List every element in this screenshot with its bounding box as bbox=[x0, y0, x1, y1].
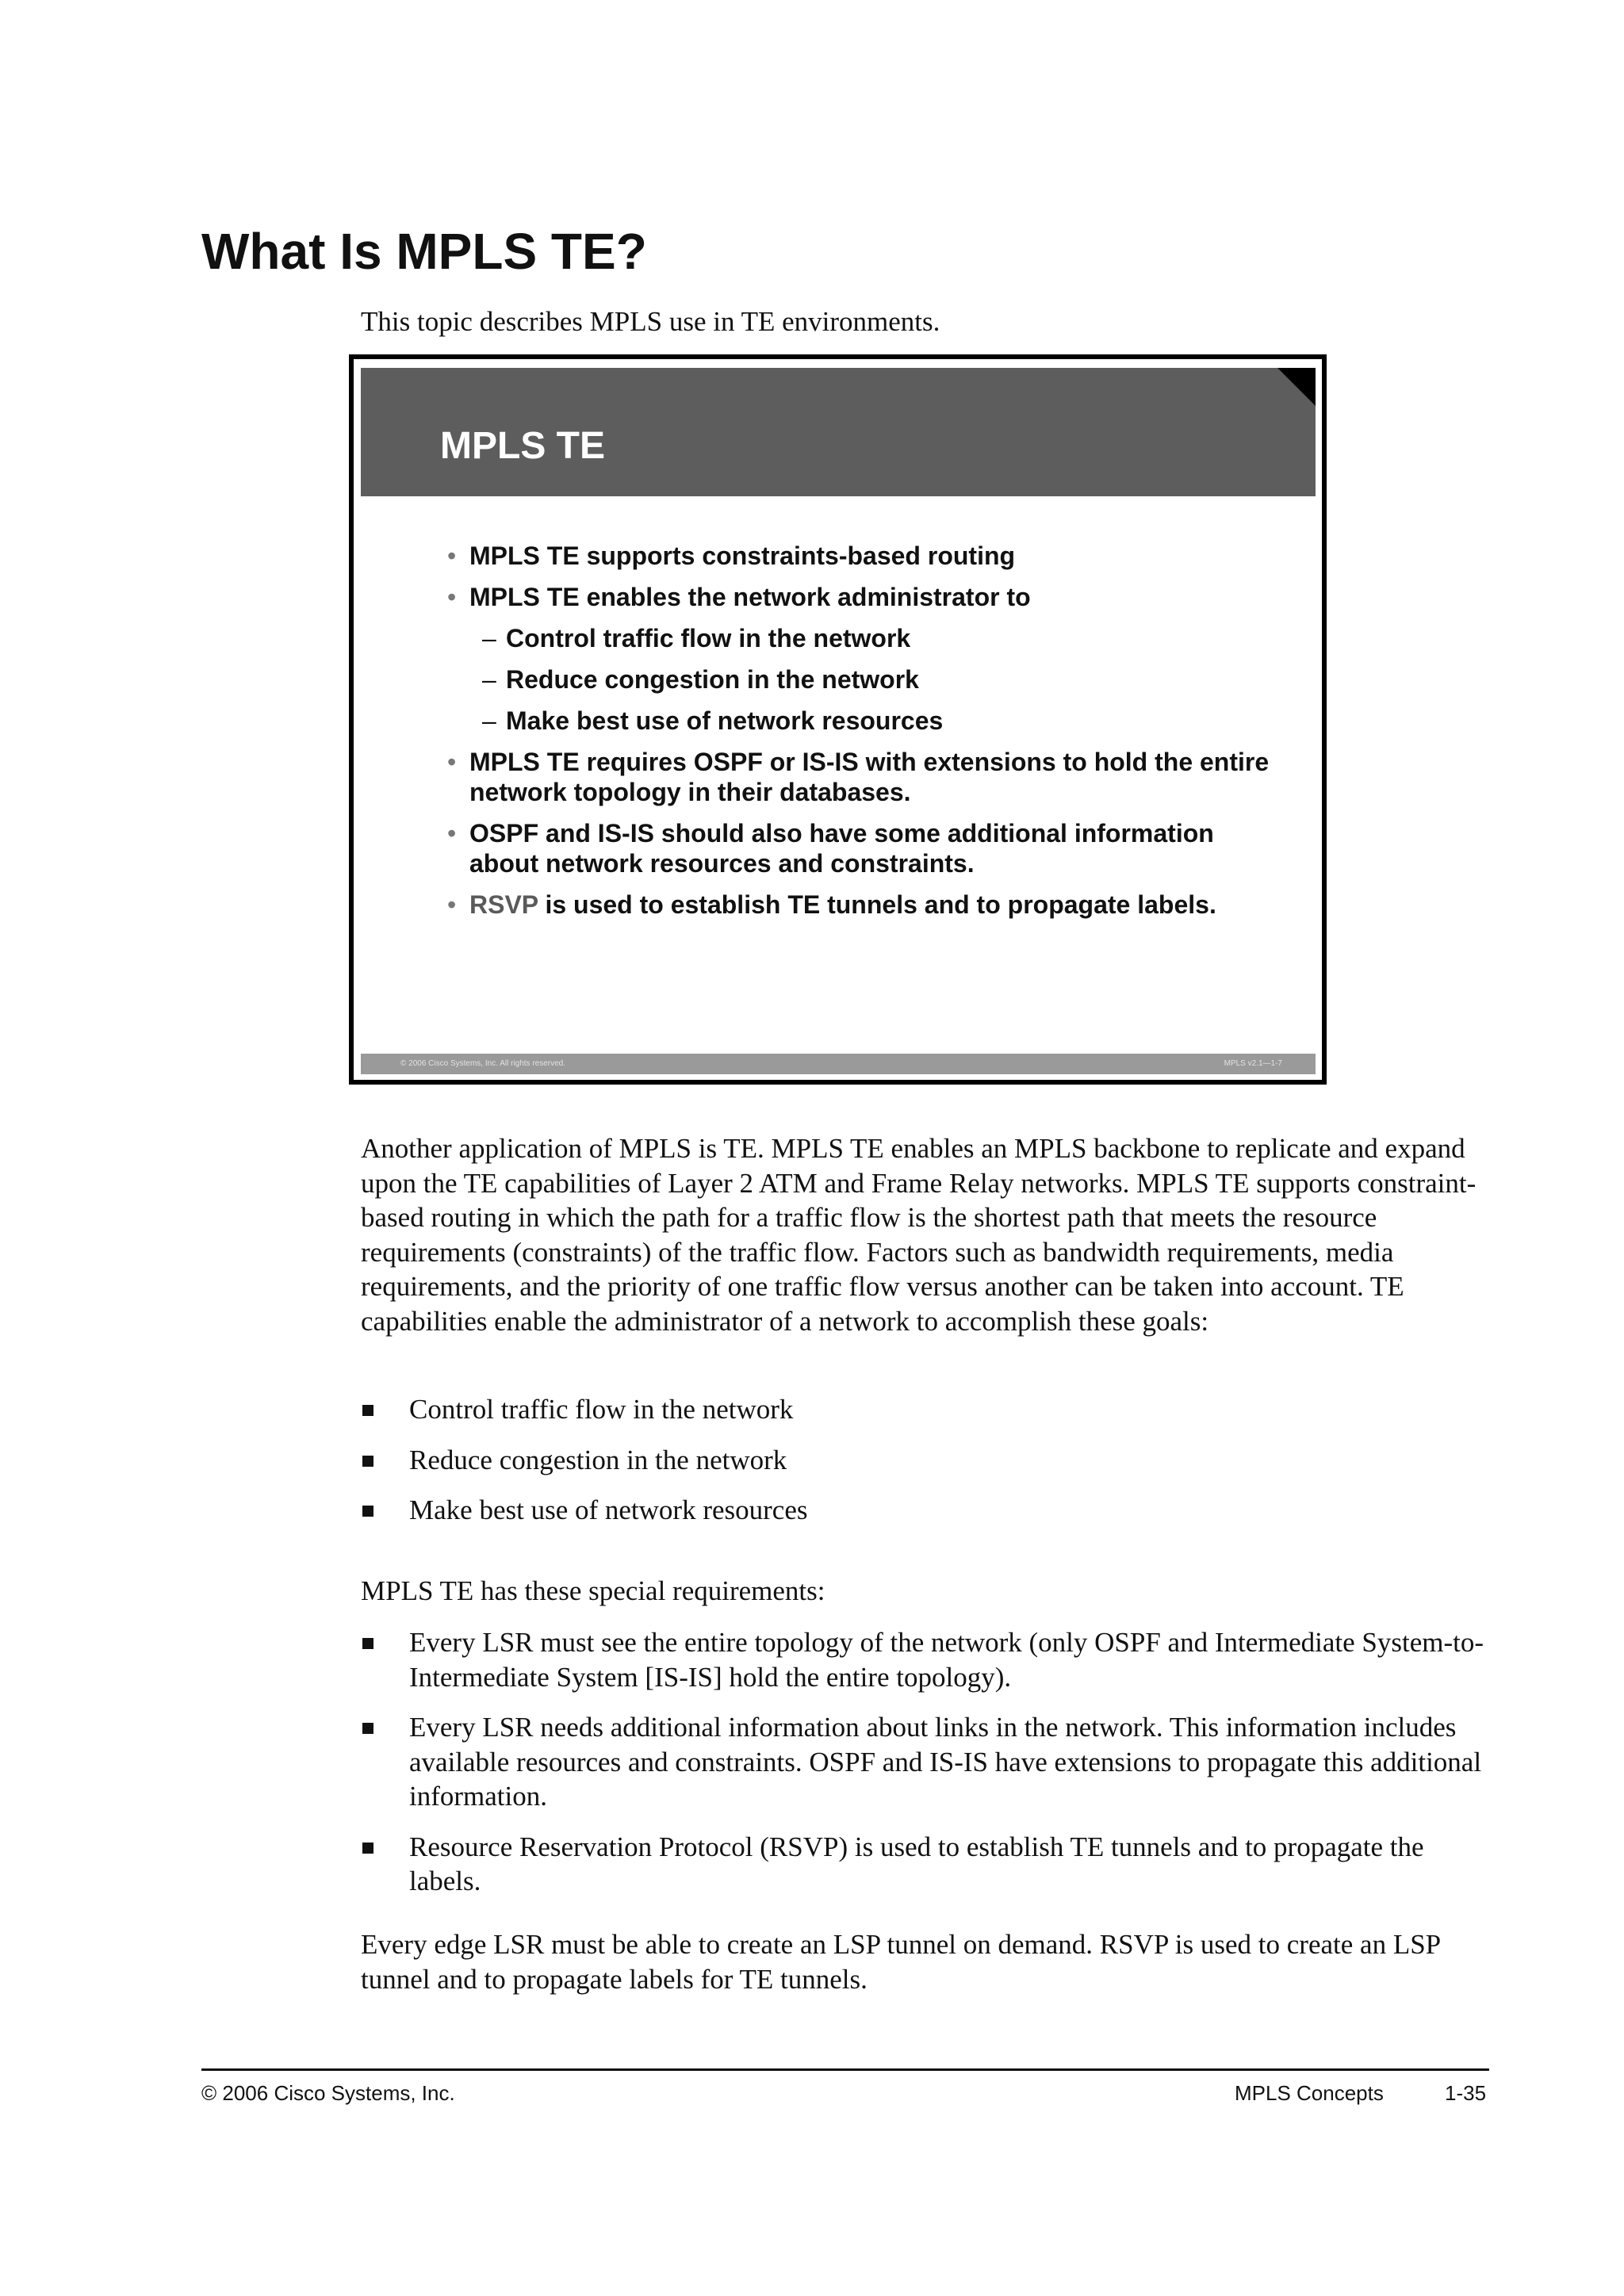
bullet-dot-icon: • bbox=[447, 748, 457, 776]
requirements-list bbox=[361, 1625, 1487, 1915]
slide-corner-triangle bbox=[1277, 368, 1316, 406]
footer-copyright: © 2006 Cisco Systems, Inc. bbox=[201, 2081, 455, 2105]
list-item-text: Control traffic flow in the network bbox=[409, 1394, 794, 1425]
slide-bullet bbox=[447, 818, 1288, 878]
slide-title: MPLS TE bbox=[440, 425, 606, 467]
list-item bbox=[361, 1392, 1487, 1427]
slide-sub-bullet-text: Control traffic flow in the network bbox=[506, 624, 911, 652]
slide-sub-bullet-text: Reduce congestion in the network bbox=[506, 665, 919, 694]
slide-bullet bbox=[447, 541, 1288, 571]
list-item bbox=[361, 1493, 1487, 1528]
slide-bullet-text: is used to establish TE tunnels and to propagate labels. bbox=[538, 890, 1216, 919]
list-item-text: Make best use of network resources bbox=[409, 1494, 808, 1525]
slide-sub-bullet bbox=[447, 623, 1288, 653]
topic-intro: This topic describes MPLS use in TE environments. bbox=[361, 306, 940, 337]
square-bullet-icon bbox=[362, 1405, 373, 1416]
goals-list bbox=[361, 1392, 1487, 1544]
square-bullet-icon bbox=[362, 1456, 373, 1467]
bullet-dot-icon: • bbox=[447, 583, 457, 611]
list-item-text: Reduce congestion in the network bbox=[409, 1444, 787, 1475]
bullet-dot-icon: • bbox=[447, 541, 457, 570]
list-item bbox=[361, 1443, 1487, 1478]
list-item-text: Every LSR must see the entire topology of the network (only OSPF and Intermediate System-to-Intermediate System [IS-IS] hold the entire topology). bbox=[409, 1627, 1484, 1693]
dash-icon: – bbox=[482, 624, 496, 652]
bullet-dot-icon: • bbox=[447, 819, 457, 848]
slide-bullet bbox=[447, 582, 1288, 612]
slide-sub-bullet bbox=[447, 664, 1288, 695]
slide-bullet bbox=[447, 890, 1288, 920]
bullet-dot-icon: • bbox=[447, 890, 457, 919]
dash-icon: – bbox=[482, 665, 496, 694]
slide-bullet-list bbox=[447, 541, 1288, 931]
slide-footer bbox=[361, 1054, 1316, 1074]
list-item-text: Every LSR needs additional information about links in the network. This information includes available resources and constraints. OSPF and IS-IS have extensions to propagate this additional information. bbox=[409, 1712, 1482, 1812]
square-bullet-icon bbox=[362, 1506, 373, 1517]
slide-header bbox=[361, 368, 1316, 496]
slide-bullet-text: MPLS TE requires OSPF or IS-IS with extensions to hold the entire network topology in their databases. bbox=[469, 748, 1270, 806]
slide-figure bbox=[349, 354, 1327, 1085]
body-paragraph: Every edge LSR must be able to create an LSP tunnel on demand. RSVP is used to create an LSP tunnel and to propagate labels for TE tunnels. bbox=[361, 1929, 1440, 1995]
dash-icon: – bbox=[482, 706, 496, 735]
slide-copyright: © 2006 Cisco Systems, Inc. All rights reserved. bbox=[400, 1059, 566, 1068]
footer-divider bbox=[201, 2068, 1489, 2071]
slide-bullet bbox=[447, 747, 1288, 807]
list-item bbox=[361, 1830, 1487, 1899]
rsvp-highlight: RSVP bbox=[469, 890, 538, 919]
slide-bullet-text: MPLS TE enables the network administrator to bbox=[469, 583, 1031, 611]
body-paragraph: Another application of MPLS is TE. MPLS TE enables an MPLS backbone to replicate and expand upon the TE capabilities of Layer 2 ATM and Frame Relay networks. MPLS TE supports constraint-based routing in which the path for a traffic flow is the shortest path that meets the resource requirements (constraints) of the traffic flow. Factors such as bandwidth requirements, media requirements, and the priority of one traffic flow versus another can be taken into account. TE capabilities enable the administrator of a network to accomplish these goals: bbox=[361, 1133, 1477, 1337]
footer-section: MPLS Concepts bbox=[1235, 2081, 1384, 2105]
square-bullet-icon bbox=[362, 1723, 373, 1734]
slide-sub-bullet bbox=[447, 706, 1288, 736]
list-item bbox=[361, 1710, 1487, 1814]
page-title: What Is MPLS TE? bbox=[201, 223, 647, 280]
slide-sub-bullet-text: Make best use of network resources bbox=[506, 706, 944, 735]
slide-bullet-text: OSPF and IS-IS should also have some additional information about network resources and constraints. bbox=[469, 819, 1214, 878]
square-bullet-icon bbox=[362, 1843, 373, 1854]
slide-bullet-text: MPLS TE supports constraints-based routing bbox=[469, 541, 1016, 570]
body-paragraph: MPLS TE has these special requirements: bbox=[361, 1575, 825, 1606]
square-bullet-icon bbox=[362, 1638, 373, 1649]
list-item bbox=[361, 1625, 1487, 1694]
slide-number: MPLS v2.1—1-7 bbox=[1224, 1059, 1282, 1068]
list-item-text: Resource Reservation Protocol (RSVP) is used to establish TE tunnels and to propagate the labels. bbox=[409, 1831, 1424, 1896]
footer-page-number: 1-35 bbox=[1445, 2081, 1487, 2105]
